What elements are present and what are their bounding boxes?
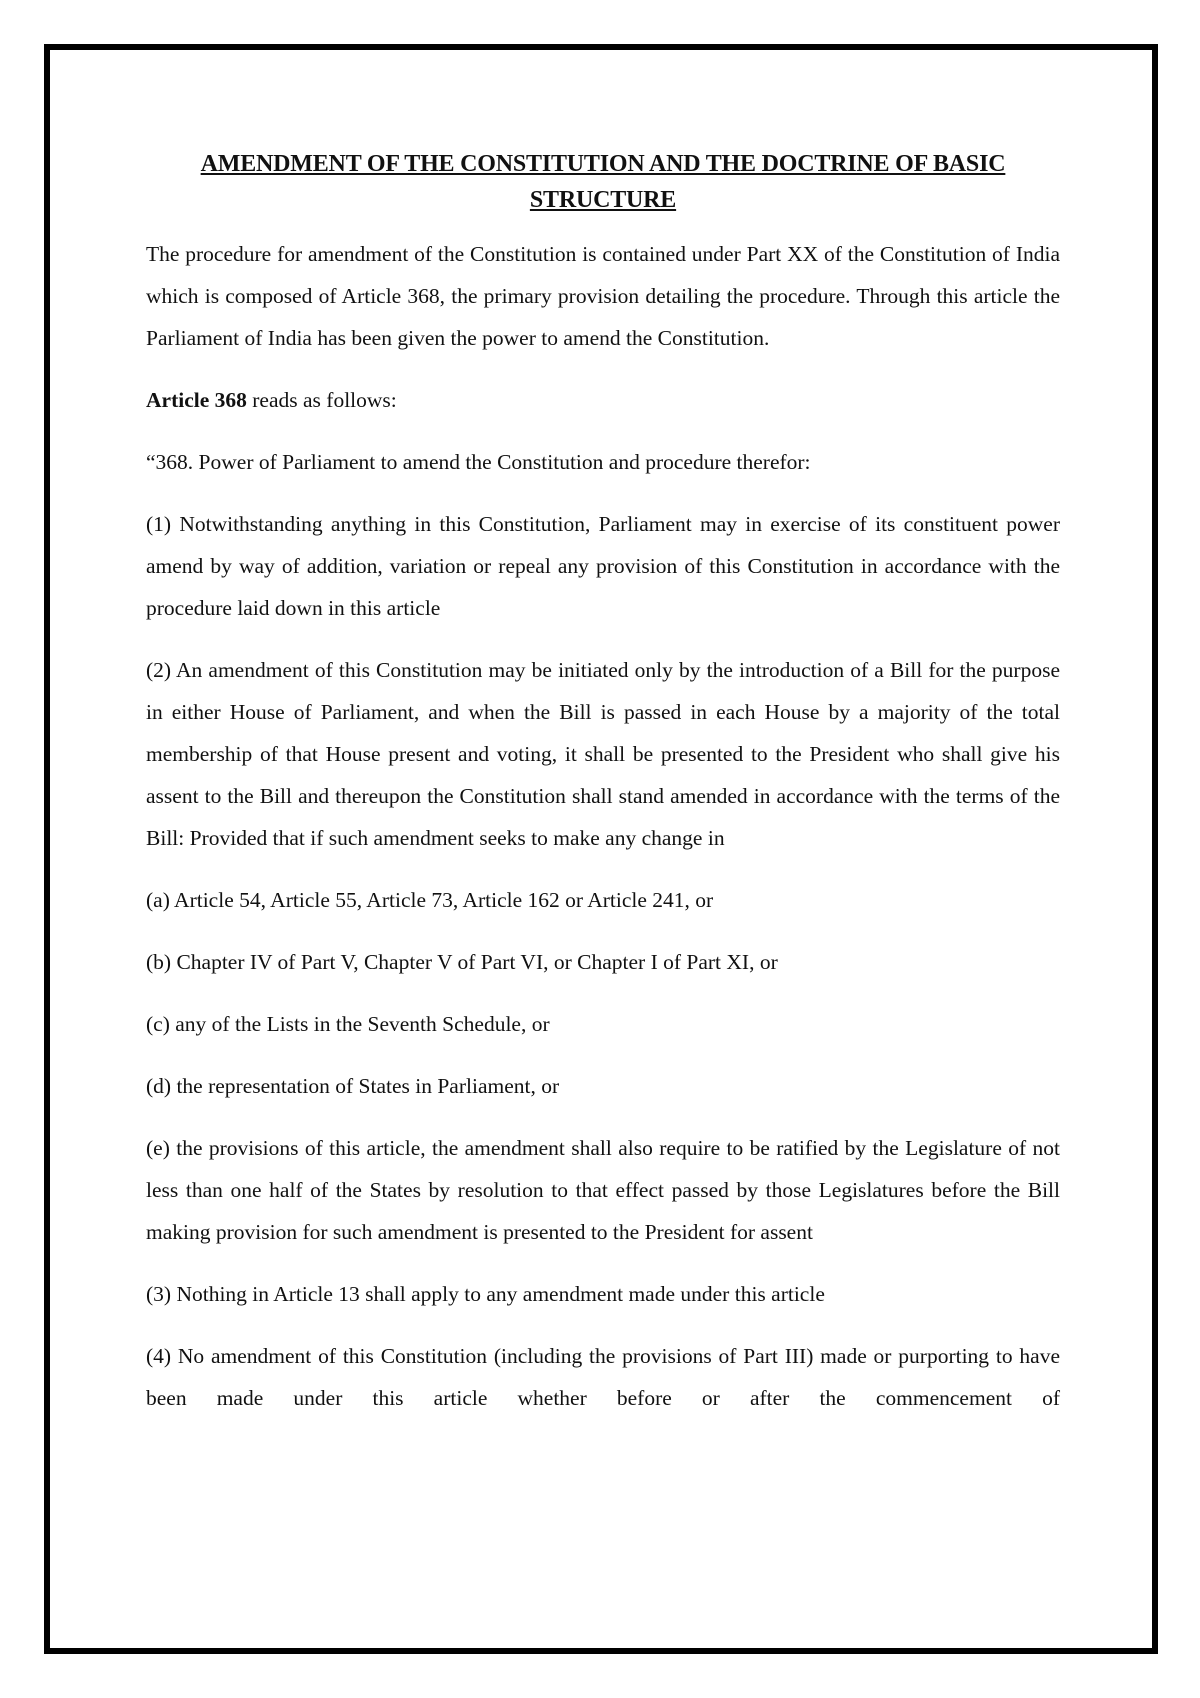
intro-paragraph: The procedure for amendment of the Constitution is contained under Part XX of the Constitution of India which is composed of Article 368, the primary provision detailing the procedure. Through this article the Parliament of India has been given the power to amend the Constitution. — [146, 242, 1060, 350]
item-d: (d) the representation of States in Parliament, or — [146, 1074, 560, 1098]
document-body — [146, 146, 1060, 1439]
clause-4: (4) No amendment of this Constitution (including the provisions of Part III) made or purporting to have been made under this article whether before or after the commencement of — [146, 1344, 1060, 1410]
article-label: Article 368 — [146, 388, 247, 412]
item-e: (e) the provisions of this article, the amendment shall also require to be ratified by the Legislature of not less than one half of the States by resolution to that effect passed by those Legislatures before the Bill making provision for such amendment is presented to the President for assent — [146, 1136, 1060, 1244]
item-b: (b) Chapter IV of Part V, Chapter V of Part VI, or Chapter I of Part XI, or — [146, 950, 778, 974]
document-title: AMENDMENT OF THE CONSTITUTION AND THE DOCTRINE OF BASIC STRUCTURE — [200, 151, 1006, 213]
clause-3: (3) Nothing in Article 13 shall apply to any amendment made under this article — [146, 1282, 825, 1306]
article-reads-text: reads as follows: — [246, 388, 397, 412]
quote-heading: “368. Power of Parliament to amend the Constitution and procedure therefor: — [146, 450, 811, 474]
item-c: (c) any of the Lists in the Seventh Schedule, or — [146, 1012, 550, 1036]
clause-2: (2) An amendment of this Constitution may be initiated only by the introduction of a Bill for the purpose in either House of Parliament, and when the Bill is passed in each House by a majority of the total membership of that House present and voting, it shall be presented to the President who shall give his assent to the Bill and thereupon the Constitution shall stand amended in accordance with the terms of the Bill: Provided that if such amendment seeks to make any change in — [146, 658, 1060, 850]
article-368-intro — [146, 379, 1060, 421]
item-a: (a) Article 54, Article 55, Article 73, Article 162 or Article 241, or — [146, 888, 714, 912]
clause-1: (1) Notwithstanding anything in this Constitution, Parliament may in exercise of its constituent power amend by way of addition, variation or repeal any provision of this Constitution in accordance with the procedure laid down in this article — [146, 512, 1060, 620]
